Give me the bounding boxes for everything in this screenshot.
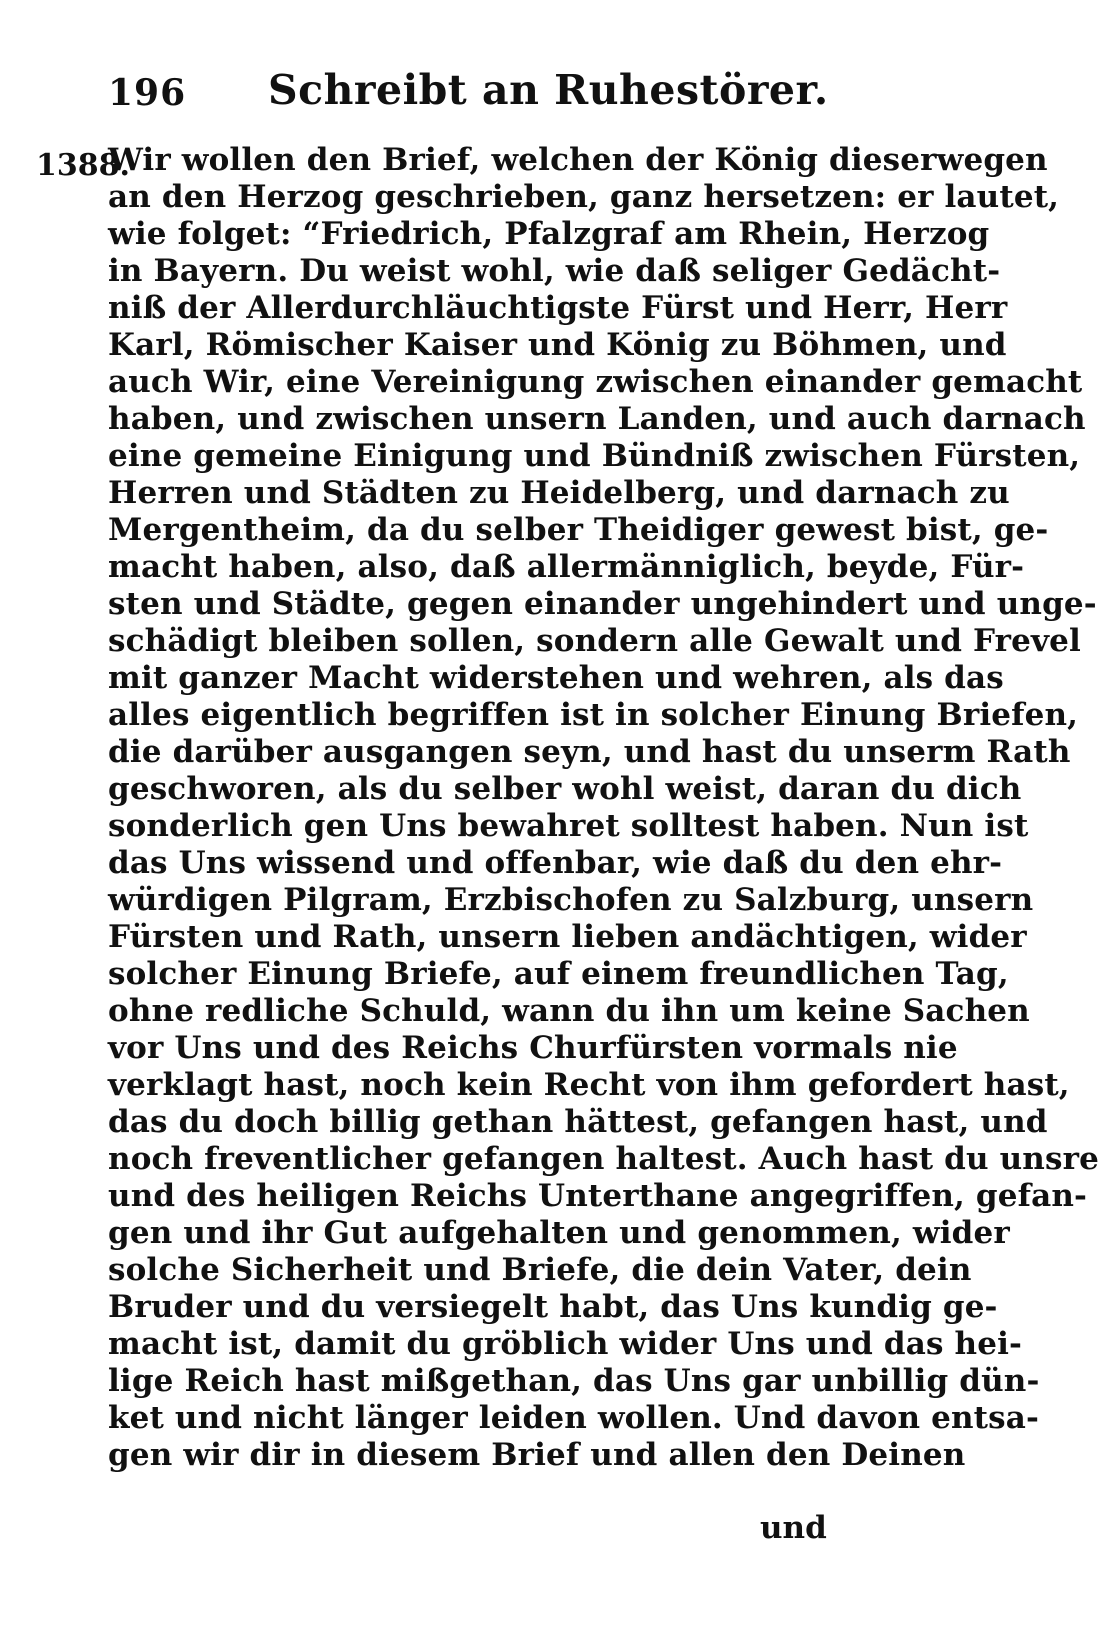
text-line: vor Uns und des Reichs Churfürsten vormals nie [108,1030,958,1066]
catchword: und [760,1510,827,1546]
text-line: lige Reich hast mißgethan, das Uns gar unbillig dün- [108,1363,1040,1399]
text-line: solche Sicherheit und Briefe, die dein Vater, dein [108,1252,972,1288]
text-line: ohne redliche Schuld, wann du ihn um keine Sachen [108,993,1030,1029]
text-line: auch Wir, eine Vereinigung zwischen einander gemacht [108,364,1083,400]
text-line: gen und ihr Gut aufgehalten und genommen, wider [108,1215,1010,1251]
text-line: das du doch billig gethan hättest, gefangen hast, und [108,1104,1048,1140]
page-header [108,62,838,132]
text-line: geschworen, als du selber wohl weist, daran du dich [108,771,1022,807]
text-line: Mergentheim, da du selber Theidiger gewest bist, ge- [108,512,1049,548]
text-line: die darüber ausgangen seyn, und hast du unserm Rath [108,734,1071,770]
text-line: würdigen Pilgram, Erzbischofen zu Salzburg, unsern [108,882,1034,918]
text-line: an den Herzog geschrieben, ganz hersetzen: er lautet, [108,179,1060,215]
text-line: alles eigentlich begriffen ist in solcher Einung Briefen, [108,697,1079,733]
text-line: wie folget: “Friedrich, Pfalzgraf am Rhein, Herzog [108,216,990,252]
text-line: ket und nicht länger leiden wollen. Und davon entsa- [108,1400,1040,1436]
text-line: in Bayern. Du weist wohl, wie daß seliger Gedächt- [108,253,1001,289]
text-line: Karl, Römischer Kaiser und König zu Böhmen, und [108,327,1007,363]
text-line: macht ist, damit du gröblich wider Uns und das hei- [108,1326,1023,1362]
text-line: Herren und Städten zu Heidelberg, und darnach zu [108,475,1010,511]
text-line: noch freventlicher gefangen haltest. Auch hast du unsre [108,1141,1099,1177]
running-title: Schreibt an Ruhestörer. [268,66,829,114]
margin-year: 1388. [36,148,130,183]
text-line: niß der Allerdurchläuchtigste Fürst und Herr, Herr [108,290,1008,326]
text-line: schädigt bleiben sollen, sondern alle Gewalt und Frevel [108,623,1081,659]
text-line: mit ganzer Macht widerstehen und wehren, als das [108,660,1004,696]
text-line: verklagt hast, noch kein Recht von ihm gefordert hast, [108,1067,1070,1103]
text-line: haben, und zwischen unsern Landen, und auch darnach [108,401,1086,437]
page-number: 196 [108,72,187,114]
text-line: Fürsten und Rath, unsern lieben andächtigen, wider [108,919,1027,955]
text-line: macht haben, also, daß allermänniglich, beyde, Für- [108,549,1025,585]
text-line: gen wir dir in diesem Brief und allen den Deinen [108,1437,966,1473]
text-line: sten und Städte, gegen einander ungehindert und unge- [108,586,1097,622]
text-line: eine gemeine Einigung und Bündniß zwischen Fürsten, [108,438,1081,474]
text-line: solcher Einung Briefe, auf einem freundlichen Tag, [108,956,1009,992]
text-line: Wir wollen den Brief, welchen der König dieserwegen [108,142,1048,178]
text-line: das Uns wissend und offenbar, wie daß du den ehr- [108,845,1003,881]
text-line: sonderlich gen Uns bewahret solltest haben. Nun ist [108,808,1029,844]
text-line: Bruder und du versiegelt habt, das Uns kundig ge- [108,1289,998,1325]
text-line: und des heiligen Reichs Unterthane angegriffen, gefan- [108,1178,1088,1214]
